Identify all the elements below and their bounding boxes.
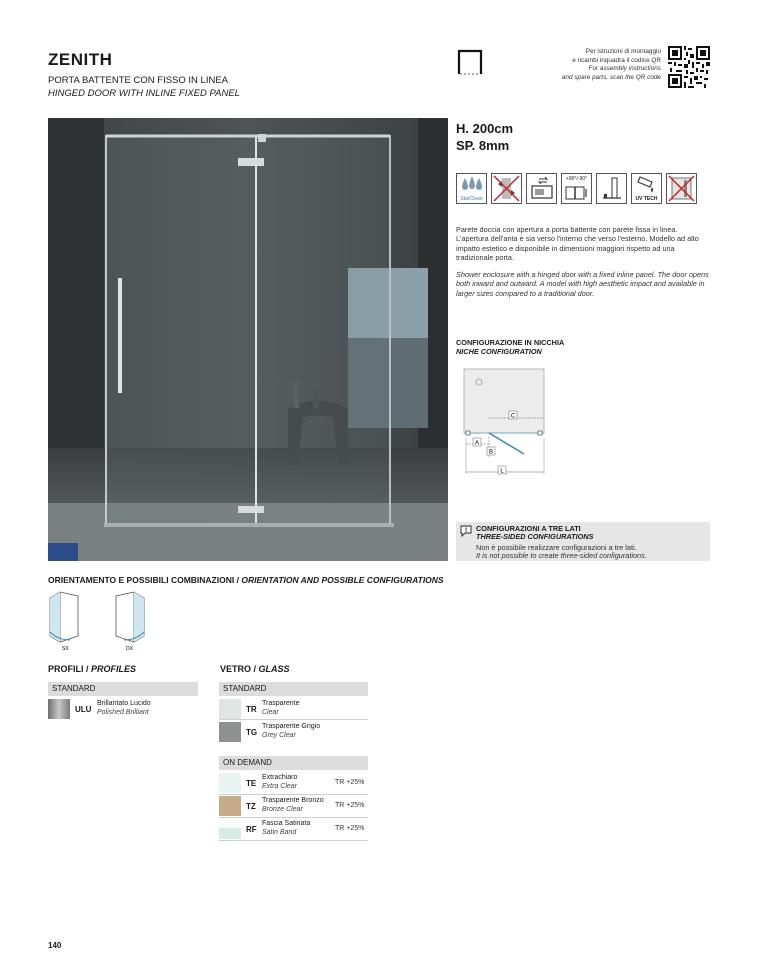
height-icon [596,173,627,204]
feature-icons [456,173,697,204]
no-reversible-icon [491,173,522,204]
no-sliding-icon [666,173,697,204]
inline-panel-icon [526,173,557,204]
description-it: Parete doccia con apertura a porta battente con parete fissa in linea. L'apertura dell'anta è sia verso l'interno che verso l'esterno. Modello ad alto impatto estetico e disponibile in dimensioni maggiori rispetto ad una tradizionale porta. [456,225,699,262]
profile-row-ulu[interactable]: ULU Brillantato Lucido Polished Brilliant [48,699,151,719]
divider [219,719,368,720]
dim-label-a: A [474,440,480,447]
product-title: ZENITH [48,50,113,69]
starclean-icon: StarClean [456,173,487,204]
svg-text:SX: SX [62,646,69,652]
niche-icon [456,48,484,76]
product-photo [48,118,448,561]
divider [219,817,368,818]
orientation-left-diagram [44,588,84,652]
dim-label-l: L [500,468,504,475]
glass-swatch [219,819,241,839]
profiles-title: PROFILI / PROFILES [48,664,137,674]
glass-title: VETRO / GLASS [220,664,290,674]
price-note: TR +25% [335,825,365,832]
glass-row-rf[interactable]: RF Fascia Satinata Satin Band [219,819,310,839]
three-sided-text-en: It is not possible to create three-sided configurations. [476,551,647,560]
three-sided-title-it: CONFIGURAZIONI A TRE LATI [476,524,581,533]
three-sided-title-en: THREE-SIDED CONFIGURATIONS [476,532,594,541]
subtitle-it: PORTA BATTENTE CON FISSO IN LINEA [48,75,229,86]
glass-ondemand-bar: ON DEMAND [219,756,368,770]
divider [219,840,368,841]
glass-row-tz[interactable]: TZ Trasparente Bronzo Bronze Clear [219,796,324,816]
glass-row-tr[interactable]: TR Trasparente Clear [219,699,299,719]
page-number: 140 [48,941,62,950]
profile-swatch [48,699,70,719]
price-note: TR +25% [335,779,365,786]
glass-swatch [219,773,241,793]
orientation-right-diagram [110,588,150,652]
qr-code-icon[interactable] [668,46,710,88]
thickness-spec: SP. 8mm [456,138,510,153]
glass-swatch [219,722,241,742]
qr-instructions: Per istruzioni di montaggio e ricambi inquadra il codice QR For assembly instructions and spare parts, scan the QR code [561,48,661,81]
three-sided-text-it: Non è possibile realizzare configurazioni a tre lati. [476,543,637,552]
glass-swatch [219,796,241,816]
description-en: Shower enclosure with a hinged door with a fixed inline panel. The door opens both inward and outward. A model with high aesthetic impact and available in larger sizes compared to a traditional door. [456,270,709,298]
price-note: TR +25% [335,802,365,809]
svg-text:DX: DX [126,646,133,652]
profiles-standard-bar: STANDARD [48,682,198,696]
profile-code: ULU [75,704,92,714]
glass-swatch [219,699,241,719]
angle-opening-icon: +90°/-90° [561,173,592,204]
niche-configuration-diagram [456,362,576,482]
glass-row-tg[interactable]: TG Trasparente Grigio Grey Clear [219,722,320,742]
divider [219,794,368,795]
height-spec: H. 200cm [456,121,514,136]
glass-row-te[interactable]: TE Extrachiaro Extra Clear [219,773,297,793]
orientation-title: ORIENTAMENTO E POSSIBILI COMBINAZIONI / ORIENTATION AND POSSIBLE CONFIGURATIONS [48,575,444,585]
glass-standard-bar: STANDARD [219,682,368,696]
dim-label-c: C [510,413,516,420]
info-speech-icon [460,525,472,537]
dim-label-b: B [488,449,494,456]
configuration-title-en: NICHE CONFIGURATION [456,347,542,356]
uv-tech-icon: UV TECH [631,173,662,204]
configuration-title-it: CONFIGURAZIONE IN NICCHIA [456,338,565,347]
subtitle-en: HINGED DOOR WITH INLINE FIXED PANEL [48,88,240,99]
